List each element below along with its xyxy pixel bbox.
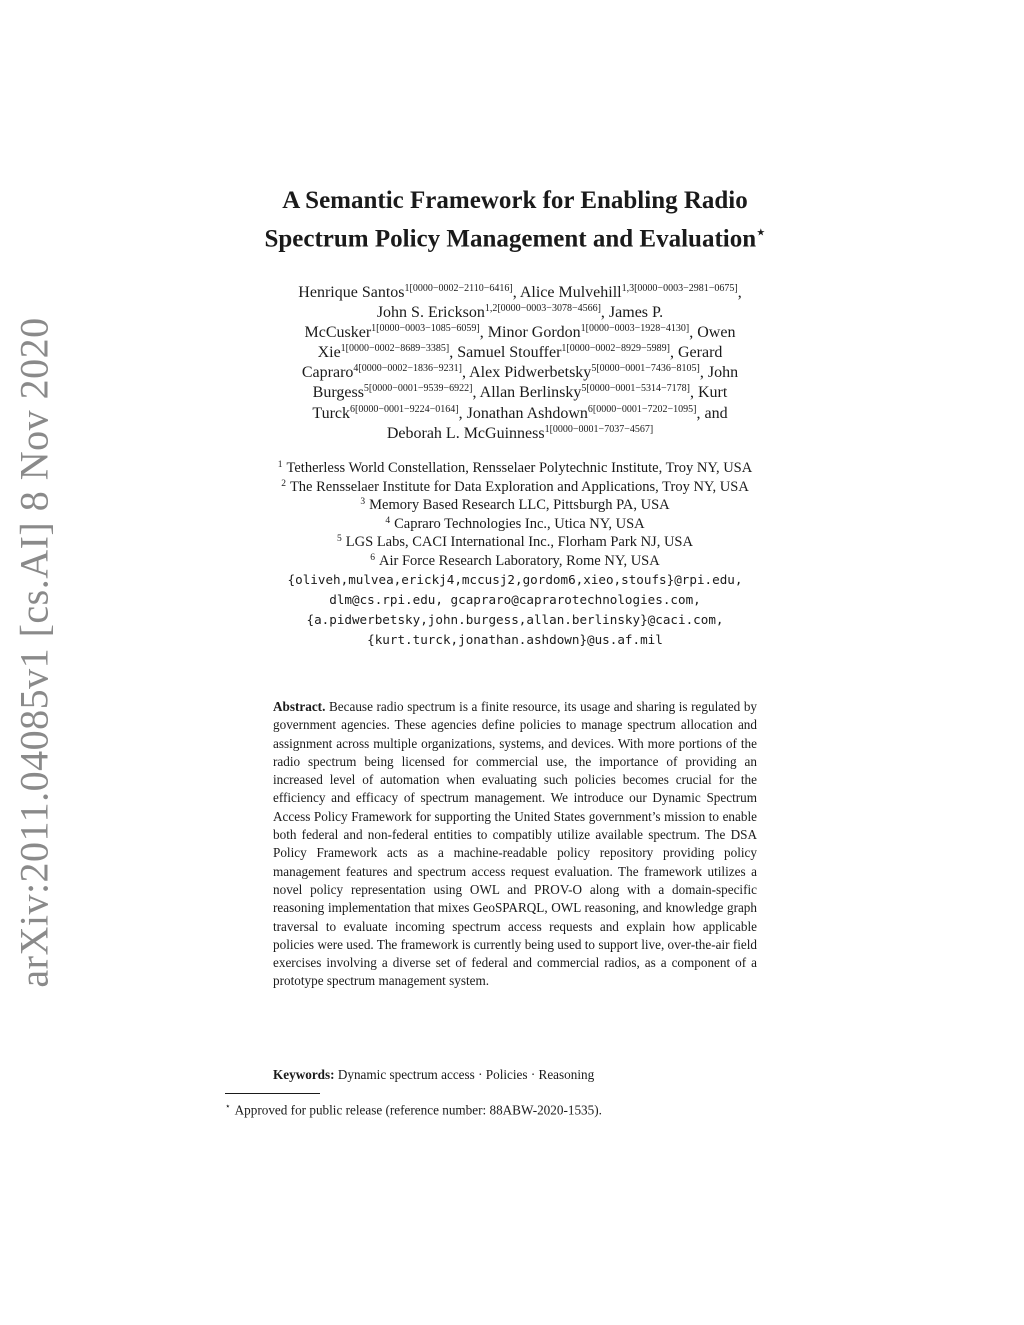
author-line: Xie$^{1[0000-0002-8689-3385]}$, Samuel Stouffer$^{1[0000-0002-8929-5989]}$, Gerard: [317, 343, 723, 362]
footnote-divider: [225, 1093, 320, 1094]
author-line: Burgess$^{5[0000-0001-9539-6922]}$, Allan Berlinsky$^{5[0000-0001-5314-7178]}$, Kurt: [312, 383, 728, 402]
author-line: Turck$^{6[0000-0001-9224-0164]}$, Jonathan Ashdown$^{6[0000-0001-7202-1095]}$, and: [312, 403, 728, 422]
affiliation-item: $^5$ LGS Labs, CACI International Inc., Florham Park NJ, USA: [337, 534, 693, 550]
abstract-label: Abstract.: [273, 699, 326, 714]
author-list: [225, 283, 815, 444]
affiliation-item: $^6$ Air Force Research Laboratory, Rome NY, USA: [370, 552, 660, 569]
author-line: McCusker$^{1[0000-0003-1085-6059]}$, Minor Gordon$^{1[0000-0003-1928-4130]}$, Owen: [304, 323, 736, 342]
keywords: [273, 1066, 757, 1084]
affiliation-item: $^1$ Tetherless World Constellation, Rensselaer Polytechnic Institute, Troy NY, USA: [277, 460, 753, 476]
title-line-1: A Semantic Framework for Enabling Radio: [282, 187, 748, 214]
affiliation-item: $^2$ The Rensselaer Institute for Data Exploration and Applications, Troy NY, USA: [281, 478, 749, 495]
title-footnote-mark: ⋆: [756, 225, 766, 241]
author-line: Henrique Santos$^{1[0000-0002-2110-6416]}$, Alice Mulvehill$^{1,3[0000-0003-2981-0675]}$,: [298, 283, 742, 301]
footnote-text: Approved for public release (reference number: 88ABW-2020-1535).: [234, 1102, 602, 1118]
abstract-text: Because radio spectrum is a finite resource, its usage and sharing is regulated by government agencies. These agencies define policies to manage spectrum allocation and assignment across multiple organizations, systems, and devices. With more portions of the radio spectrum being licensed for commercial use, the importance of providing an increased level of automation when evaluating such policies becomes crucial for the efficiency and efficacy of spectrum management. We introduce our Dynamic Spectrum Access Policy Framework for supporting the United States government’s mission to enable both federal and non-federal entities to compatibly utilize available spectrum. The DSA Policy Framework acts as a machine-readable policy repository providing policy management features and spectrum access request evaluation. The framework utilizes a novel policy representation using OWL and PROV-O along with a domain-specific reasoning implementation that mixes GeoSPARQL, OWL reasoning, and knowledge graph traversal to evaluate incoming spectrum access requests and explain how applicable policies were used. The framework is currently being used to support live, over-the-air field exercises involving a diverse set of federal and commercial radios, as a component of a prototype spectrum management system.: [273, 699, 758, 989]
paper-title: [150, 185, 880, 255]
arxiv-identifier-stamp: [4, 317, 64, 988]
author-line: John S. Erickson$^{1,2[0000-0003-3078-4566]}$, James P.: [376, 303, 664, 322]
email-list: [200, 570, 830, 650]
author-line: Capraro$^{4[0000-0002-1836-9231]}$, Alex Pidwerbetsky$^{5[0000-0001-7436-8105]}$, John: [301, 363, 739, 382]
footnote-mark: ⋆: [225, 1101, 231, 1111]
arxiv-identifier-text: arXiv:2011.04085v1 [cs.AI] 8 Nov 2020: [11, 317, 57, 988]
title-line-2: Spectrum Policy Management and Evaluation: [264, 225, 757, 253]
email-line: dlm@cs.rpi.edu, gcapraro@caprarotechnologies.com,: [329, 592, 701, 607]
email-line: {a.pidwerbetsky,john.burgess,allan.berlinsky}@caci.com,: [306, 612, 724, 627]
author-line: Deborah L. McGuinness$^{1[0000-0001-7037-4567]}$: [386, 423, 654, 442]
email-line: {oliveh,mulvea,erickj4,mccusj2,gordom6,xieo,stoufs}@rpi.edu,: [287, 572, 743, 587]
affiliation-list: [200, 459, 830, 570]
keywords-label: Keywords:: [273, 1067, 335, 1082]
keywords-text: Dynamic spectrum access · Policies · Reasoning: [337, 1067, 595, 1082]
email-line: {kurt.turck,jonathan.ashdown}@us.af.mil: [367, 632, 663, 647]
footnote: [225, 1097, 825, 1119]
abstract: [273, 698, 757, 991]
affiliation-item: $^4$ Capraro Technologies Inc., Utica NY, USA: [385, 515, 645, 532]
affiliation-item: $^3$ Memory Based Research LLC, Pittsburgh PA, USA: [360, 497, 670, 513]
